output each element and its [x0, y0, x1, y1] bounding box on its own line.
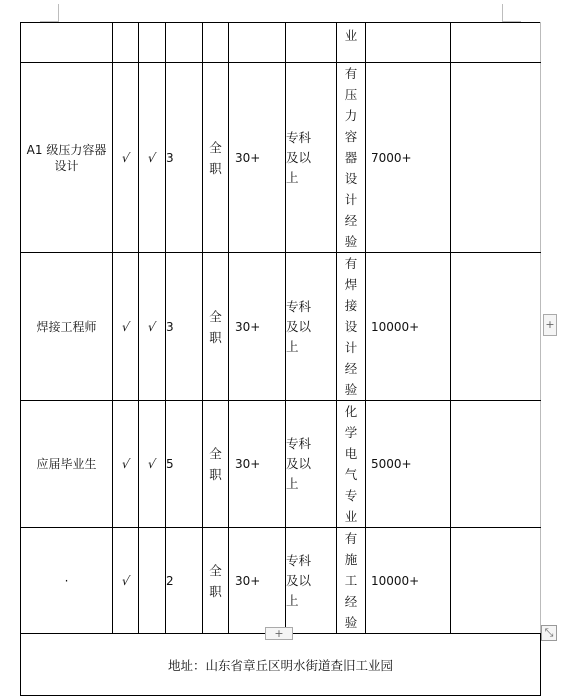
type-cell[interactable]: 全职 [203, 401, 229, 528]
check-mark: √ [120, 319, 131, 334]
edu-cell[interactable]: 专科及以上 [286, 63, 337, 253]
requirement-cell[interactable]: 有施工经验 [337, 528, 366, 634]
age-cell[interactable]: 30+ [229, 253, 286, 401]
check-cell[interactable] [139, 63, 166, 253]
resize-handle-icon[interactable]: ⤡ [541, 625, 557, 641]
edu-cell[interactable]: 专科及以上 [286, 528, 337, 634]
table-row [21, 401, 541, 528]
age-cell[interactable] [229, 23, 286, 63]
check-mark: √ [120, 150, 131, 165]
count-cell[interactable]: 2 [166, 528, 203, 634]
check-cell[interactable] [113, 253, 139, 401]
address-cell[interactable]: 地址：山东省章丘区明水街道查旧工业园 [21, 634, 541, 696]
salary-cell[interactable]: 5000+ [366, 401, 451, 528]
edu-cell[interactable]: 专科及以上 [286, 401, 337, 528]
check-cell[interactable] [139, 23, 166, 63]
table-row [21, 528, 541, 634]
requirement-cell[interactable]: 化学电气专业 [337, 401, 366, 528]
type-cell[interactable] [203, 23, 229, 63]
count-cell[interactable] [166, 23, 203, 63]
position-cell[interactable]: · [21, 528, 113, 634]
check-cell[interactable] [113, 63, 139, 253]
type-cell[interactable]: 全职 [203, 253, 229, 401]
edu-cell[interactable] [286, 23, 337, 63]
age-cell[interactable]: 30+ [229, 63, 286, 253]
position-cell[interactable]: A1 级压力容器设计 [21, 63, 113, 253]
count-cell[interactable]: 3 [166, 63, 203, 253]
blank-cell[interactable] [451, 401, 541, 528]
check-cell[interactable] [139, 528, 166, 634]
position-cell[interactable]: 应届毕业生 [21, 401, 113, 528]
check-mark: √ [146, 150, 158, 165]
check-cell[interactable] [113, 23, 139, 63]
count-cell[interactable]: 5 [166, 401, 203, 528]
table-row [21, 23, 541, 63]
check-mark: √ [146, 319, 158, 334]
salary-cell[interactable]: 10000+ [366, 528, 451, 634]
type-cell[interactable]: 全职 [203, 528, 229, 634]
age-cell[interactable]: 30+ [229, 528, 286, 634]
check-mark: √ [120, 457, 131, 471]
page-corner-mark [502, 4, 503, 22]
job-table [20, 22, 541, 696]
count-cell[interactable]: 3 [166, 253, 203, 401]
check-cell[interactable] [113, 528, 139, 634]
requirement-cell[interactable]: 有焊接设计经验 [337, 253, 366, 401]
check-mark: √ [146, 457, 158, 471]
add-column-button[interactable]: + [543, 314, 557, 336]
requirement-cell[interactable]: 业 [337, 23, 366, 63]
blank-cell[interactable] [451, 23, 541, 63]
table-row [21, 634, 541, 696]
blank-cell[interactable] [451, 528, 541, 634]
check-cell[interactable] [139, 253, 166, 401]
position-cell[interactable] [21, 23, 113, 63]
edu-cell[interactable]: 专科及以上 [286, 253, 337, 401]
add-row-button[interactable]: + [265, 627, 293, 640]
table-row [21, 253, 541, 401]
check-mark: √ [120, 573, 131, 588]
page-corner-mark [58, 4, 59, 22]
salary-cell[interactable]: 10000+ [366, 253, 451, 401]
check-cell[interactable] [113, 401, 139, 528]
position-cell[interactable]: 焊接工程师 [21, 253, 113, 401]
salary-cell[interactable]: 7000+ [366, 63, 451, 253]
blank-cell[interactable] [451, 253, 541, 401]
age-cell[interactable]: 30+ [229, 401, 286, 528]
check-cell[interactable] [139, 401, 166, 528]
requirement-cell[interactable]: 有压力容器设计经验 [337, 63, 366, 253]
table-row [21, 63, 541, 253]
blank-cell[interactable] [451, 63, 541, 253]
type-cell[interactable]: 全职 [203, 63, 229, 253]
salary-cell[interactable] [366, 23, 451, 63]
